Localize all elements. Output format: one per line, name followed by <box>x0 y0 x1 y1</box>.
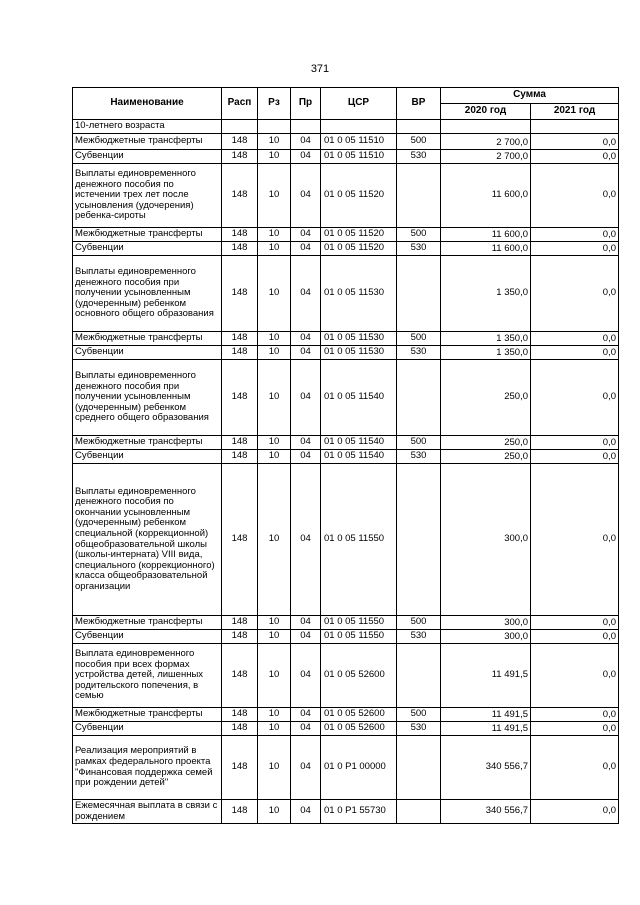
cell-pr: 04 <box>291 736 321 800</box>
cell-sum-2020: 340 556,7 <box>441 800 531 824</box>
cell-vr <box>397 800 441 824</box>
cell-rasp: 148 <box>222 800 258 824</box>
cell-sum-2020: 11 600,0 <box>441 242 531 256</box>
cell-csr: 01 0 05 11550 <box>321 630 397 644</box>
cell-sum-2021: 0,0 <box>531 464 619 616</box>
cell-name: Межбюджетные трансферты <box>73 332 222 346</box>
cell-csr: 01 0 05 52600 <box>321 708 397 722</box>
table-row <box>73 736 619 800</box>
cell-pr: 04 <box>291 256 321 332</box>
cell-pr: 04 <box>291 228 321 242</box>
cell-vr: 530 <box>397 630 441 644</box>
cell-sum-2021: 0,0 <box>531 708 619 722</box>
cell-pr: 04 <box>291 134 321 150</box>
cell-vr: 500 <box>397 332 441 346</box>
table-row <box>73 436 619 450</box>
cell-sum-2020: 250,0 <box>441 436 531 450</box>
header-rasp: Расп <box>222 88 258 120</box>
cell-rasp: 148 <box>222 722 258 736</box>
cell-name: Субвенции <box>73 150 222 164</box>
page-number: 371 <box>310 63 330 75</box>
cell-sum-2020: 300,0 <box>441 616 531 630</box>
header-rz: Рз <box>258 88 291 120</box>
cell-sum-2020: 11 491,5 <box>441 722 531 736</box>
cell-pr: 04 <box>291 708 321 722</box>
table-row <box>73 242 619 256</box>
cell-sum-2020: 2 700,0 <box>441 150 531 164</box>
cell-rz: 10 <box>258 360 291 436</box>
cell-pr: 04 <box>291 722 321 736</box>
cell-pr: 04 <box>291 150 321 164</box>
table-row <box>73 800 619 824</box>
cell-pr: 04 <box>291 616 321 630</box>
cell-sum-2021: 0,0 <box>531 346 619 360</box>
cell-vr <box>397 256 441 332</box>
cell-rz: 10 <box>258 800 291 824</box>
cell-vr: 530 <box>397 346 441 360</box>
cell-rasp: 148 <box>222 332 258 346</box>
cell-sum-2020: 11 491,5 <box>441 708 531 722</box>
cell-rz: 10 <box>258 150 291 164</box>
cell-sum-2021: 0,0 <box>531 630 619 644</box>
table-row <box>73 644 619 708</box>
cell-pr <box>291 120 321 134</box>
cell-csr: 01 0 05 11510 <box>321 134 397 150</box>
cell-sum-2021: 0,0 <box>531 228 619 242</box>
cell-sum-2020: 11 491,5 <box>441 644 531 708</box>
cell-name: Межбюджетные трансферты <box>73 708 222 722</box>
cell-sum-2021: 0,0 <box>531 242 619 256</box>
header-pr: Пр <box>291 88 321 120</box>
cell-pr: 04 <box>291 242 321 256</box>
cell-vr: 500 <box>397 616 441 630</box>
cell-name: Субвенции <box>73 722 222 736</box>
cell-rz: 10 <box>258 644 291 708</box>
cell-rasp: 148 <box>222 360 258 436</box>
cell-rz: 10 <box>258 228 291 242</box>
table-row <box>73 450 619 464</box>
table-row <box>73 616 619 630</box>
cell-rz: 10 <box>258 134 291 150</box>
cell-csr: 01 0 05 11530 <box>321 346 397 360</box>
cell-sum-2020: 1 350,0 <box>441 332 531 346</box>
cell-sum-2021: 0,0 <box>531 134 619 150</box>
cell-name: Выплата единовременного пособия при всех формах устройства детей, лишенных родительского попечения, в семью <box>73 644 222 708</box>
cell-sum-2021: 0,0 <box>531 256 619 332</box>
budget-table <box>72 87 619 824</box>
cell-rasp: 148 <box>222 736 258 800</box>
table-row <box>73 150 619 164</box>
cell-name: Выплаты единовременного денежного пособия при получении усыновленным (удочеренным) ребенком основного общего образования <box>73 256 222 332</box>
cell-pr: 04 <box>291 360 321 436</box>
cell-csr: 01 0 P1 55730 <box>321 800 397 824</box>
cell-sum-2021 <box>531 120 619 134</box>
cell-rasp: 148 <box>222 436 258 450</box>
cell-rz: 10 <box>258 708 291 722</box>
cell-name: Межбюджетные трансферты <box>73 134 222 150</box>
table-row <box>73 360 619 436</box>
cell-rasp: 148 <box>222 630 258 644</box>
cell-vr <box>397 164 441 228</box>
table-row <box>73 164 619 228</box>
cell-name: Ежемесячная выплата в связи с рождением <box>73 800 222 824</box>
cell-csr: 01 0 P1 00000 <box>321 736 397 800</box>
table-row <box>73 134 619 150</box>
header-name: Наименование <box>73 88 222 120</box>
cell-sum-2021: 0,0 <box>531 644 619 708</box>
cell-name: Субвенции <box>73 242 222 256</box>
cell-rasp: 148 <box>222 164 258 228</box>
cell-rz: 10 <box>258 436 291 450</box>
cell-csr: 01 0 05 11530 <box>321 256 397 332</box>
cell-sum-2020: 2 700,0 <box>441 134 531 150</box>
cell-rz: 10 <box>258 256 291 332</box>
table-row <box>73 346 619 360</box>
cell-csr: 01 0 05 52600 <box>321 722 397 736</box>
table-row <box>73 708 619 722</box>
cell-rasp: 148 <box>222 134 258 150</box>
cell-sum-2021: 0,0 <box>531 436 619 450</box>
cell-sum-2021: 0,0 <box>531 722 619 736</box>
cell-csr: 01 0 05 11520 <box>321 228 397 242</box>
cell-sum-2021: 0,0 <box>531 150 619 164</box>
cell-pr: 04 <box>291 450 321 464</box>
cell-rz <box>258 120 291 134</box>
table-row <box>73 120 619 134</box>
cell-rasp: 148 <box>222 616 258 630</box>
cell-csr: 01 0 05 11530 <box>321 332 397 346</box>
cell-rz: 10 <box>258 164 291 228</box>
cell-vr: 530 <box>397 150 441 164</box>
cell-sum-2021: 0,0 <box>531 164 619 228</box>
cell-name: Субвенции <box>73 450 222 464</box>
cell-sum-2020: 300,0 <box>441 464 531 616</box>
cell-name: Межбюджетные трансферты <box>73 436 222 450</box>
cell-rz: 10 <box>258 616 291 630</box>
cell-vr: 530 <box>397 242 441 256</box>
cell-sum-2021: 0,0 <box>531 616 619 630</box>
cell-sum-2021: 0,0 <box>531 736 619 800</box>
cell-sum-2020: 1 350,0 <box>441 346 531 360</box>
cell-vr <box>397 644 441 708</box>
cell-rasp: 148 <box>222 228 258 242</box>
cell-rz: 10 <box>258 242 291 256</box>
table-row <box>73 722 619 736</box>
cell-sum-2020: 250,0 <box>441 450 531 464</box>
cell-pr: 04 <box>291 630 321 644</box>
cell-sum-2020 <box>441 120 531 134</box>
cell-csr: 01 0 05 11540 <box>321 450 397 464</box>
cell-vr: 500 <box>397 134 441 150</box>
cell-rz: 10 <box>258 736 291 800</box>
cell-pr: 04 <box>291 164 321 228</box>
cell-csr <box>321 120 397 134</box>
cell-pr: 04 <box>291 332 321 346</box>
cell-csr: 01 0 05 11550 <box>321 616 397 630</box>
cell-vr: 500 <box>397 708 441 722</box>
table-body <box>73 120 619 824</box>
cell-vr <box>397 360 441 436</box>
cell-rz: 10 <box>258 464 291 616</box>
cell-rasp: 148 <box>222 256 258 332</box>
cell-sum-2020: 11 600,0 <box>441 228 531 242</box>
cell-name: Выплаты единовременного денежного пособия по окончании усыновленным (удочеренным) ребенком специальной (коррекционной) общеобразовательной школы (школы-интерната) VIII вида, специального (коррекционного) класса общеобразовательной организации <box>73 464 222 616</box>
cell-sum-2020: 250,0 <box>441 360 531 436</box>
cell-csr: 01 0 05 11510 <box>321 150 397 164</box>
cell-pr: 04 <box>291 464 321 616</box>
table-row <box>73 228 619 242</box>
cell-rasp <box>222 120 258 134</box>
cell-rz: 10 <box>258 722 291 736</box>
cell-sum-2021: 0,0 <box>531 800 619 824</box>
cell-rz: 10 <box>258 450 291 464</box>
cell-vr <box>397 736 441 800</box>
cell-rasp: 148 <box>222 644 258 708</box>
cell-sum-2020: 340 556,7 <box>441 736 531 800</box>
table-row <box>73 630 619 644</box>
cell-name: Субвенции <box>73 630 222 644</box>
cell-name: Межбюджетные трансферты <box>73 228 222 242</box>
cell-sum-2020: 300,0 <box>441 630 531 644</box>
cell-sum-2021: 0,0 <box>531 360 619 436</box>
header-2020: 2020 год <box>441 104 531 120</box>
cell-name: Выплаты единовременного денежного пособия при получении усыновленным (удочеренным) ребенком среднего общего образования <box>73 360 222 436</box>
cell-rz: 10 <box>258 346 291 360</box>
cell-csr: 01 0 05 11550 <box>321 464 397 616</box>
cell-sum-2021: 0,0 <box>531 332 619 346</box>
header-csr: ЦСР <box>321 88 397 120</box>
header-vr: ВР <box>397 88 441 120</box>
cell-rasp: 148 <box>222 346 258 360</box>
cell-rasp: 148 <box>222 150 258 164</box>
cell-vr: 530 <box>397 722 441 736</box>
cell-name: Выплаты единовременного денежного пособия по истечении трех лет после усыновления (удочерения) ребенка-сироты <box>73 164 222 228</box>
cell-rz: 10 <box>258 630 291 644</box>
header-sum: Сумма <box>441 88 619 104</box>
cell-pr: 04 <box>291 436 321 450</box>
cell-rasp: 148 <box>222 464 258 616</box>
cell-csr: 01 0 05 11540 <box>321 436 397 450</box>
cell-vr: 530 <box>397 450 441 464</box>
cell-pr: 04 <box>291 644 321 708</box>
cell-sum-2020: 1 350,0 <box>441 256 531 332</box>
table-row <box>73 256 619 332</box>
cell-pr: 04 <box>291 346 321 360</box>
cell-csr: 01 0 05 52600 <box>321 644 397 708</box>
cell-pr: 04 <box>291 800 321 824</box>
cell-name: Межбюджетные трансферты <box>73 616 222 630</box>
cell-rasp: 148 <box>222 242 258 256</box>
header-2021: 2021 год <box>531 104 619 120</box>
cell-vr <box>397 120 441 134</box>
cell-name: Субвенции <box>73 346 222 360</box>
cell-rasp: 148 <box>222 708 258 722</box>
cell-csr: 01 0 05 11540 <box>321 360 397 436</box>
cell-rasp: 148 <box>222 450 258 464</box>
cell-name: Реализация мероприятий в рамках федерального проекта "Финансовая поддержка семей при рождении детей" <box>73 736 222 800</box>
cell-sum-2020: 11 600,0 <box>441 164 531 228</box>
table-row <box>73 464 619 616</box>
cell-csr: 01 0 05 11520 <box>321 164 397 228</box>
cell-name: 10-летнего возраста <box>73 120 222 134</box>
cell-vr: 500 <box>397 436 441 450</box>
cell-vr: 500 <box>397 228 441 242</box>
cell-vr <box>397 464 441 616</box>
cell-sum-2021: 0,0 <box>531 450 619 464</box>
cell-csr: 01 0 05 11520 <box>321 242 397 256</box>
table-row <box>73 332 619 346</box>
cell-rz: 10 <box>258 332 291 346</box>
